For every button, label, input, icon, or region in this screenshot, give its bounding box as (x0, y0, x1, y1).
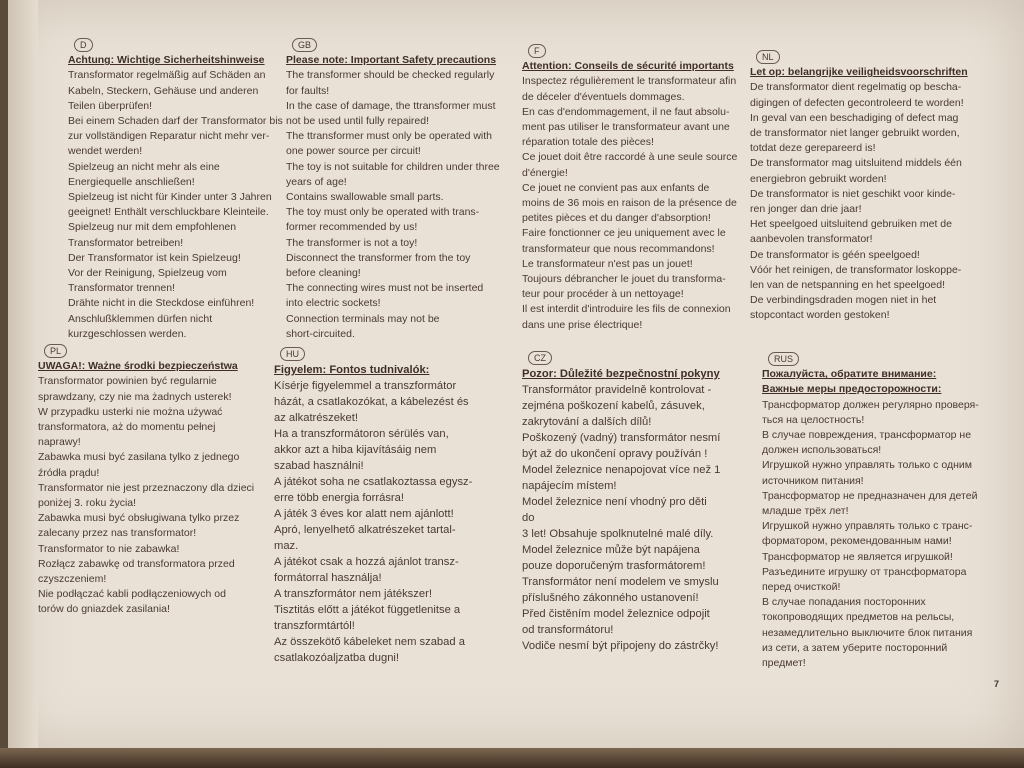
section-heading: UWAGA!: Ważne środki bezpieczeństwa (38, 360, 238, 373)
text-line: geeignet! Enthält verschluckbare Kleinteile. (68, 206, 269, 219)
text-line: Spielzeug an nicht mehr als eine (68, 160, 220, 173)
language-badge: PL (44, 344, 67, 358)
text-line: len van de netspanning en het speelgoed! (750, 279, 945, 292)
text-line: Spielzeug nur mit dem empfohlenen (68, 221, 237, 234)
text-line: A transzformátor nem játékszer! (274, 588, 432, 600)
text-line: A játékot soha ne csatlakoztassa egysz- (274, 476, 473, 488)
text-line: short-circuited. (286, 327, 355, 340)
text-line: formátorral használja! (274, 572, 382, 584)
text-line: stopcontact worden gestoken! (750, 309, 890, 322)
text-line: ment pas utiliser le transformateur avant une (522, 121, 730, 134)
text-line: из сети, а затем уберите посторонний (762, 641, 948, 654)
text-line: Toujours débrancher le jouet du transforma- (522, 273, 726, 286)
text-line: Vodiče nesmí být připojeny do zástrčky! (522, 640, 719, 652)
section-german (68, 38, 283, 342)
text-line: maz. (274, 540, 299, 552)
text-line: kurzgeschlossen werden. (68, 327, 187, 340)
text-line: Zabawka musi być obsługiwana tylko przez (38, 512, 240, 525)
section-heading: Let op: belangrijke veiligheidsvoorschriften (750, 66, 968, 79)
text-line: Contains swallowable small parts. (286, 191, 444, 204)
text-line: napájecím místem! (522, 480, 617, 492)
text-line: The toy must only be operated with trans- (286, 206, 480, 219)
text-line: De transformator is géén speelgoed! (750, 248, 920, 261)
section-heading: Pozor: Důležité bezpečnostní pokyny (522, 368, 720, 380)
text-line: The connecting wires must not be inserted (286, 282, 484, 295)
text-line: In the case of damage, the ttransformer must (286, 99, 496, 112)
language-badge: NL (756, 50, 780, 64)
text-line: az alkatrészeket! (274, 412, 358, 424)
text-line: Zabawka musi być zasilana tylko z jednego (38, 451, 240, 464)
text-line: Poškozený (vadný) transformátor nesmí (522, 432, 721, 444)
text-line: Apró, lenyelhető alkatrészeket tartal- (274, 524, 456, 536)
page-number: 7 (994, 679, 1000, 689)
text-line: В случае попадания посторонних (762, 596, 926, 609)
section-lines (762, 398, 979, 672)
text-line: aanbevolen transformator! (750, 233, 873, 246)
text-line: poniżej 3. roku życia! (38, 497, 137, 510)
text-line: источником питания! (762, 474, 864, 487)
text-line: erre több energia forrásra! (274, 492, 404, 504)
text-line: De transformator mag uitsluitend middels één (750, 157, 962, 170)
section-polish (38, 344, 254, 618)
text-line: Model železnice není vhodný pro děti (522, 496, 707, 508)
text-line: wendet werden! (68, 145, 143, 158)
text-line: transformatora, aż do momentu pełnej (38, 421, 216, 434)
language-badge: D (74, 38, 93, 52)
text-line: szabad használni! (274, 460, 364, 472)
text-line: for faults! (286, 84, 330, 97)
text-line: d'énergie! (522, 166, 568, 179)
section-czech (522, 350, 720, 654)
text-line: Ha a transzformátoron sérülés van, (274, 428, 449, 440)
section-heading: Пожалуйста, обратите внимание: (762, 368, 937, 381)
text-line: токопроводящих предметов на рельсы, (762, 611, 955, 624)
text-line: Inspectez régulièrement le transformateur afin (522, 75, 737, 88)
text-line: De transformator is niet geschikt voor kinde- (750, 187, 956, 200)
language-badge: HU (280, 347, 305, 361)
section-subheading: Важные меры предосторожности: (762, 383, 942, 396)
text-line: The transformer is not a toy! (286, 236, 418, 249)
text-line: Vóór het reinigen, de transformator loskoppe- (750, 263, 962, 276)
text-line: years of age! (286, 175, 347, 188)
text-line: Het speelgoed uitsluitend gebruiken met de (750, 218, 952, 231)
section-lines (522, 382, 720, 654)
text-line: Kabeln, Steckern, Gehäuse und anderen (68, 84, 259, 97)
text-line: Le transformateur n'est pas un jouet! (522, 257, 693, 270)
text-line: перед очисткой! (762, 581, 841, 594)
text-line: zejména poškození kabelů, zásuvek, (522, 400, 705, 412)
text-line: Bei einem Schaden darf der Transformator bis (68, 115, 283, 128)
text-line: příslušného zákonného ustanovení! (522, 592, 699, 604)
text-line: od transformátoru! (522, 624, 614, 636)
text-line: Rozłącz zabawkę od transformatora przed (38, 557, 235, 570)
text-line: незамедлительно выключите блок питания (762, 626, 973, 639)
text-line: Ce jouet doit être raccordé à une seule source (522, 151, 738, 164)
text-line: dans une prise électrique! (522, 318, 643, 331)
text-line: должен использоваться! (762, 444, 882, 457)
section-lines (286, 68, 500, 342)
text-line: źródła prądu! (38, 466, 100, 479)
text-line: Transformator betreiben! (68, 236, 184, 249)
text-line: Игрушкой нужно управлять только с одним (762, 459, 972, 472)
text-line: В случае повреждения, трансформатор не (762, 429, 972, 442)
text-line: Transformator nie jest przeznaczony dla dzieci (38, 481, 255, 494)
text-line: форматором, рекомендованным нами! (762, 535, 952, 548)
text-line: Transformator regelmäßig auf Schäden an (68, 69, 266, 82)
text-line: transformateur que nous recommandons! (522, 242, 715, 255)
text-line: Disconnect the transformer from the toy (286, 251, 471, 264)
section-hungarian (274, 346, 472, 666)
language-badge: CZ (528, 351, 552, 365)
section-lines (522, 74, 737, 332)
text-line: De verbindingsdraden mogen niet in het (750, 294, 937, 307)
text-line: pouze doporučeným trasformátorem! (522, 560, 706, 572)
section-heading: Please note: Important Safety precautions (286, 54, 497, 67)
text-line: transzformtártól! (274, 620, 355, 632)
section-lines (274, 378, 472, 666)
text-line: Kísérje figyelemmel a transzformátor (274, 380, 457, 392)
text-line: Ce jouet ne convient pas aux enfants de (522, 181, 710, 194)
text-line: former recommended by us! (286, 221, 418, 234)
text-line: In geval van een beschadiging of defect mag (750, 111, 959, 124)
section-english (286, 38, 500, 342)
text-line: Трансформатор должен регулярно проверя- (762, 398, 979, 411)
page-bottom-edge (0, 748, 1024, 768)
text-line: ren jonger dan drie jaar! (750, 203, 862, 216)
text-line: Tisztitás előtt a játékot függetlenitse a (274, 604, 461, 616)
text-line: sprawdzany, czy nie ma żadnych usterek! (38, 390, 232, 403)
text-line: réparation totale des pièces! (522, 136, 654, 149)
text-line: naprawy! (38, 436, 81, 449)
text-line: totdat deze gerepareerd is! (750, 142, 876, 155)
text-line: energiebron gebruikt worden! (750, 172, 887, 185)
text-line: Model železnice může být napájena (522, 544, 700, 556)
text-line: The ttransformer must only be operated with (286, 130, 493, 143)
text-line: Transformátor pravidelně kontrolovat - (522, 384, 712, 396)
text-line: digingen of defecten gecontroleerd te worden! (750, 96, 964, 109)
text-line: de transformator niet langer gebruikt worden, (750, 127, 960, 140)
text-line: A játék 3 éves kor alatt nem ajánlott! (274, 508, 454, 520)
text-line: En cas d'endommagement, il ne faut absolu- (522, 105, 730, 118)
text-line: Il est interdit d'introduire les fils de connexion (522, 303, 731, 316)
section-lines (38, 374, 254, 617)
text-line: Трансформатор не предназначен для детей (762, 489, 978, 502)
text-line: házát, a csatlakozókat, a kábelezést és (274, 396, 469, 408)
text-line: Игрушкой нужно управлять только с транс- (762, 520, 973, 533)
text-line: into electric sockets! (286, 297, 381, 310)
text-line: Transformator powinien być regularnie (38, 375, 217, 388)
text-line: csatlakozóaljzatba dugni! (274, 652, 400, 664)
text-line: Connection terminals may not be (286, 312, 440, 325)
language-badge: RUS (768, 352, 799, 366)
section-heading: Figyelem: Fontos tudnivalók: (274, 364, 430, 376)
text-line: not be used until fully repaired! (286, 115, 430, 128)
text-line: A játékot csak a hozzá ajánlot transz- (274, 556, 459, 568)
text-line: Teilen überprüfen! (68, 99, 153, 112)
text-line: petites pièces et du danger d'absorption! (522, 212, 711, 225)
text-line: Drähte nicht in die Steckdose einführen! (68, 297, 255, 310)
section-heading: Achtung: Wichtige Sicherheitshinweise (68, 54, 265, 67)
text-line: The transformer should be checked regularly (286, 69, 495, 82)
text-line: one power source per circuit! (286, 145, 421, 158)
text-line: do (522, 512, 535, 524)
text-line: De transformator dient regelmatig op bescha- (750, 81, 962, 94)
text-line: czyszczeniem! (38, 573, 107, 586)
text-line: Az összekötő kábeleket nem szabad a (274, 636, 465, 648)
text-line: Před čistěním model železnice odpojit (522, 608, 710, 620)
manual-page (8, 0, 1024, 752)
text-line: Spielzeug ist nicht für Kinder unter 3 Jahren (68, 191, 272, 204)
text-line: Faire fonctionner ce jeu uniquement avec le (522, 227, 726, 240)
text-line: teur pour procéder à un nettoyage! (522, 288, 684, 301)
text-line: младше трёх лет! (762, 505, 849, 518)
text-line: ться на целостность! (762, 413, 865, 426)
text-line: before cleaning! (286, 267, 361, 280)
section-dutch (750, 50, 968, 324)
text-line: Разъедините игрушку от трансформатора (762, 565, 967, 578)
text-line: Model železnice nenapojovat více než 1 (522, 464, 721, 476)
text-line: zur vollständigen Reparatur nicht mehr ver- (68, 130, 270, 143)
text-line: akkor azt a hiba kijavításáig nem (274, 444, 437, 456)
text-line: Nie podłączać kabli podłączeniowych od (38, 588, 226, 601)
page-binding (8, 0, 38, 752)
text-line: zalecany przez nas transformator! (38, 527, 197, 540)
text-line: být až do ukončení opravy používán ! (522, 448, 708, 460)
section-heading: Attention: Conseils de sécurité importants (522, 60, 734, 73)
text-line: moins de 36 mois en raison de la présence de (522, 197, 737, 210)
text-line: Der Transformator ist kein Spielzeug! (68, 251, 241, 264)
section-russian (762, 352, 979, 671)
text-line: 3 let! Obsahuje spolknutelné malé díly. (522, 528, 714, 540)
section-lines (750, 80, 968, 323)
text-line: The toy is not suitable for children under three (286, 160, 500, 173)
text-line: Трансформатор не является игрушкой! (762, 550, 953, 563)
text-line: W przypadku usterki nie można używać (38, 405, 223, 418)
text-line: torów do gniazdek zasilania! (38, 603, 170, 616)
section-french (522, 44, 737, 333)
text-line: Transformator to nie zabawka! (38, 542, 180, 555)
language-badge: F (528, 44, 546, 58)
text-line: Anschlußklemmen dürfen nicht (68, 312, 213, 325)
text-line: предмет! (762, 657, 806, 670)
text-line: zakrytování a dalších dílů! (522, 416, 652, 428)
text-line: Transformator trennen! (68, 282, 175, 295)
text-line: Vor der Reinigung, Spielzeug vom (68, 267, 227, 280)
section-lines (68, 68, 283, 342)
text-line: Energiequelle anschließen! (68, 175, 195, 188)
language-badge: GB (292, 38, 317, 52)
text-line: Transformátor není modelem ve smyslu (522, 576, 719, 588)
text-line: de déceler d'éventuels dommages. (522, 90, 685, 103)
